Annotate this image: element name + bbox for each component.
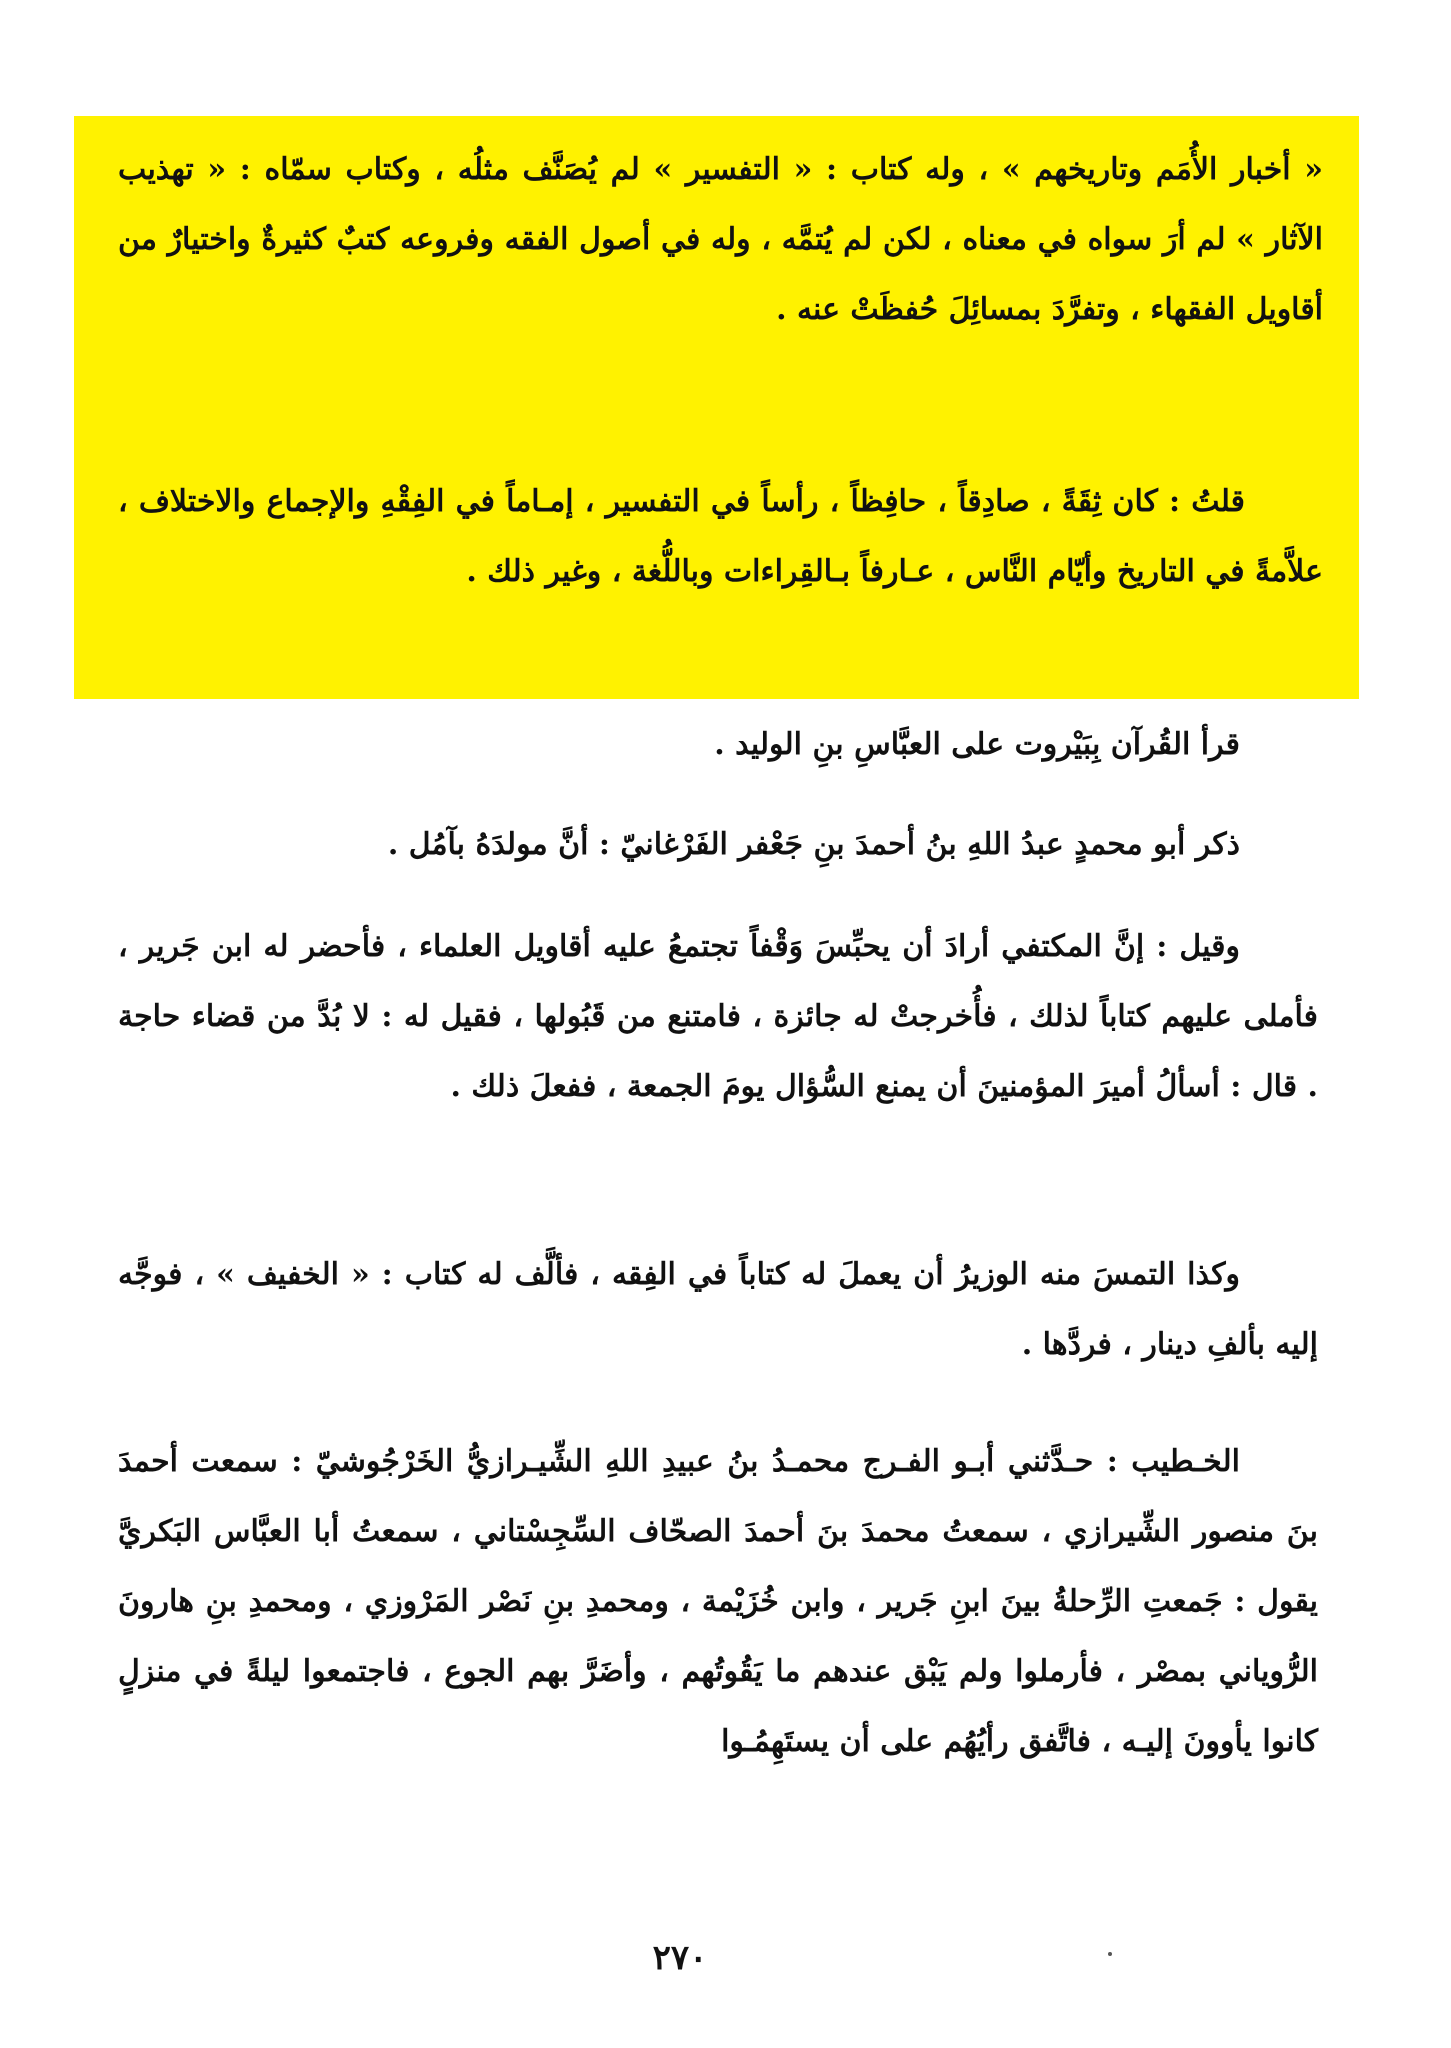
paragraph-3: قرأ القُرآن بِبَيْروت على العبَّاسِ بنِ الوليد .: [714, 727, 1240, 762]
paragraph-2: قلتُ : كان ثِقَةً ، صادِقاً ، حافِظاً ، رأساً في التفسير ، إمـاماً في الفِقْهِ والإجماع والاختلاف ، علاَّمةً في التاريخ وأيّام النَّاس ، عـارفاً بـالقِراءات وباللُّغة ، وغير ذلك .: [118, 484, 1323, 589]
page-number: ٢٧٠: [652, 1938, 708, 1978]
scan-speck: [1108, 1952, 1112, 1956]
paragraph-7: الخـطيب : حـدَّثني أبـو الفـرج محمـدُ بنُ عبيدِ اللهِ الشِّيـرازيُّ الخَرْجُوشيّ : سمعت أحمدَ بنَ منصور الشِّيرازي ، سمعتُ محمدَ بنَ أحمدَ الصحّاف السِّجِسْتاني ، سمعتُ أبا العبَّاس البَكريَّ يقول : جَمعتِ الرِّحلةُ بينَ ابنِ جَرير ، وابن خُزَيْمة ، ومحمدِ بنِ نَصْر المَرْوزي ، ومحمدِ بنِ هارونَ الرُّوياني بمصْر ، فأرملوا ولم يَبْق عندهم ما يَقُوتُهم ، وأضَرَّ بهم الجوع ، فاجتمعوا ليلةً في منزلٍ كانوا يأوونَ إليـه ، فاتَّفق رأيُهُم على أن يستَهِمُـوا: [118, 1444, 1318, 1759]
paragraph-6: وكذا التمسَ منه الوزيرُ أن يعملَ له كتاباً في الفِقه ، فألَّف له كتاب : « الخفيف » ، فوجَّه إليه بألفِ دينار ، فردَّها .: [118, 1257, 1318, 1362]
paragraph-4: ذكر أبو محمدٍ عبدُ اللهِ بنُ أحمدَ بنِ جَعْفر الفَرْغانيّ : أنَّ مولدَهُ بآمُل .: [387, 827, 1240, 862]
paragraph-1: « أخبار الأُمَم وتاريخهم » ، وله كتاب : « التفسير » لم يُصَنَّف مثلُه ، وكتاب سمّاه : « تهذيب الآثار » لم أرَ سواه في معناه ، لكن لم يُتمَّه ، وله في أصول الفقه وفروعه كتبٌ كثيرةٌ واختيارٌ من أقاويل الفقهاء ، وتفرَّدَ بمسائِلَ حُفظَتْ عنه .: [118, 152, 1323, 327]
paragraph-5: وقيل : إنَّ المكتفي أرادَ أن يحبِّسَ وَقْفاً تجتمعُ عليه أقاويل العلماء ، فأحضر له ابن جَرير ، فأملى عليهم كتاباً لذلك ، فأُخرجتْ له جائزة ، فامتنع من قَبُولها ، فقيل له : لا بُدَّ من قضاء حاجة . قال : أسألُ أميرَ المؤمنينَ أن يمنع السُّؤال يومَ الجمعة ، ففعلَ ذلك .: [118, 929, 1318, 1104]
